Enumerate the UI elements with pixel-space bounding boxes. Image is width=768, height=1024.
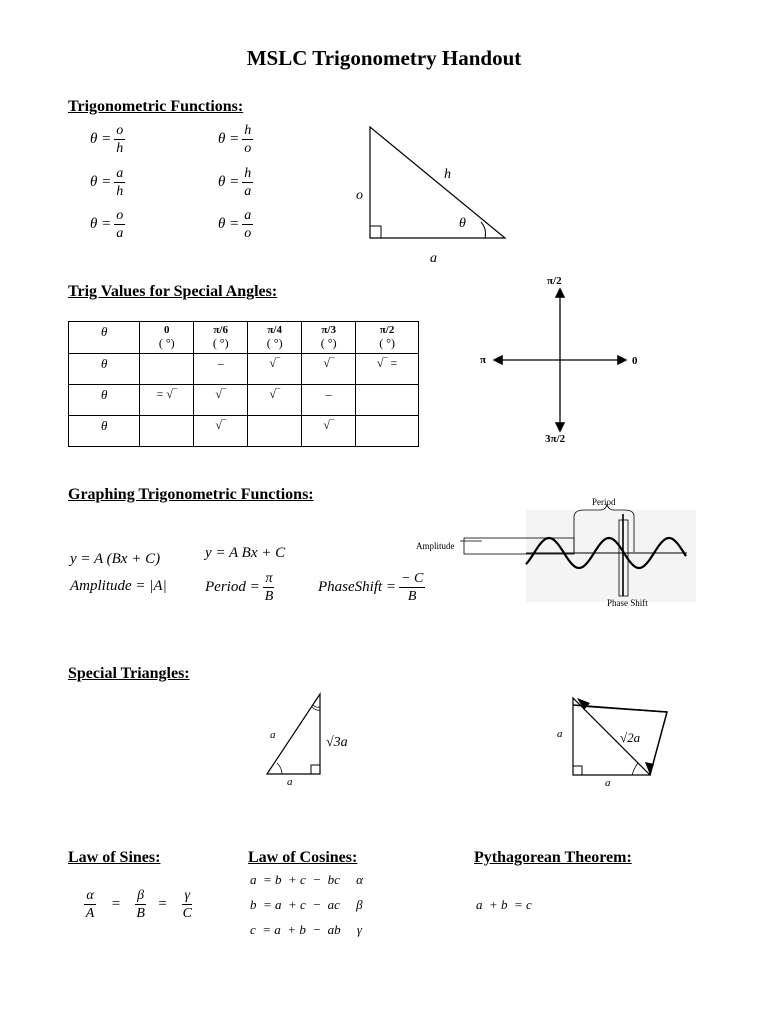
triangle-30-60-90 (260, 688, 370, 788)
axis-label-top: π/2 (547, 275, 562, 287)
opposite-label: o (356, 188, 363, 203)
table-cell: √‾ (248, 385, 302, 416)
table-cell (140, 354, 194, 385)
table-cell: √‾ (302, 354, 356, 385)
function-csc: θ = $\frac{h}{o}$ (218, 123, 252, 156)
law-of-sines-formula: $\frac{\alpha}{A}$ = $\frac{\beta}{B}$ = $\frac{\gamma}{C}$ (85, 888, 192, 921)
heading-special-angles: Trig Values for Special Angles: (68, 283, 278, 300)
triangle-45-side-label: a (557, 728, 563, 740)
special-angles-table (68, 321, 419, 447)
graph-equation-1: y = A (Bx + C) (70, 551, 161, 567)
angle-theta-label: θ (459, 216, 466, 231)
amplitude-formula: Amplitude = |A| (70, 578, 167, 594)
table-row (69, 354, 419, 385)
function-sec: θ = $\frac{h}{a}$ (218, 166, 252, 199)
table-row-label: θ (69, 354, 140, 385)
heading-trig-functions: Trigonometric Functions: (68, 98, 244, 115)
table-header-cell: π/4 ( °) (248, 322, 302, 354)
table-cell (140, 416, 194, 447)
table-cell: √‾ (194, 416, 248, 447)
sine-graph-figure (412, 492, 697, 614)
table-header-cell: 0 ( °) (140, 322, 194, 354)
triangle-45-45-90 (550, 690, 675, 790)
table-row-label: θ (69, 385, 140, 416)
table-header-cell: π/2 ( °) (356, 322, 419, 354)
triangle-30-60-base-label: a (287, 776, 293, 788)
pythagorean-formula: a + b = c (476, 897, 532, 912)
heading-law-of-sines: Law of Sines: (68, 849, 161, 866)
table-cell: √‾ (302, 416, 356, 447)
hypotenuse-label: h (444, 167, 451, 182)
table-cell: – (194, 354, 248, 385)
table-header-cell: π/6 ( °) (194, 322, 248, 354)
table-cell (356, 385, 419, 416)
angle-axes-diagram (470, 270, 650, 450)
triangle-30-60-side-label: a (270, 729, 276, 741)
law-of-cosines-line-1: a = b + c − bc α (250, 872, 363, 887)
table-cell: √‾ = (356, 354, 419, 385)
function-sin: θ = $\frac{o}{h}$ (90, 123, 124, 156)
axis-label-left: π (480, 354, 487, 366)
heading-pythagorean-theorem: Pythagorean Theorem: (474, 849, 632, 866)
adjacent-label: a (430, 251, 437, 266)
amplitude-label: Amplitude (416, 541, 455, 551)
function-cos: θ = $\frac{a}{h}$ (90, 166, 124, 199)
table-row (69, 385, 419, 416)
table-row-label: θ (69, 416, 140, 447)
axis-label-bottom: 3π/2 (545, 433, 566, 445)
period-formula: Period = $\frac{\pi}{B}$ (205, 571, 274, 604)
table-cell: √‾ (194, 385, 248, 416)
table-header-row (69, 322, 419, 354)
function-tan: θ = $\frac{o}{a}$ (90, 208, 124, 241)
phase-shift-formula: PhaseShift = $\frac{- C}{B}$ (318, 571, 424, 604)
phase-shift-label: Phase Shift (607, 598, 648, 608)
table-cell: = √‾ (140, 385, 194, 416)
triangle-30-60-height-label: √3a (326, 735, 348, 750)
triangle-45-hyp-label: √2a (620, 730, 641, 745)
period-label: Period (592, 497, 616, 507)
table-cell: – (302, 385, 356, 416)
table-row (69, 416, 419, 447)
triangle-45-base-label: a (605, 777, 611, 789)
heading-law-of-cosines: Law of Cosines: (248, 849, 358, 866)
right-triangle-diagram (340, 115, 530, 275)
page-title: MSLC Trigonometry Handout (246, 46, 522, 70)
table-corner-cell: θ (69, 322, 140, 354)
function-cot: θ = $\frac{a}{o}$ (218, 208, 252, 241)
axis-label-right: 0 (632, 355, 638, 367)
graph-equation-2: y = A Bx + C (205, 545, 286, 561)
law-of-cosines-line-2: b = a + c − ac β (250, 897, 363, 912)
table-cell (356, 416, 419, 447)
heading-special-triangles: Special Triangles: (68, 665, 190, 682)
table-cell: √‾ (248, 354, 302, 385)
table-cell (248, 416, 302, 447)
table-header-cell: π/3 ( °) (302, 322, 356, 354)
heading-graphing: Graphing Trigonometric Functions: (68, 486, 314, 503)
law-of-cosines-line-3: c = a + b − ab γ (250, 922, 362, 937)
